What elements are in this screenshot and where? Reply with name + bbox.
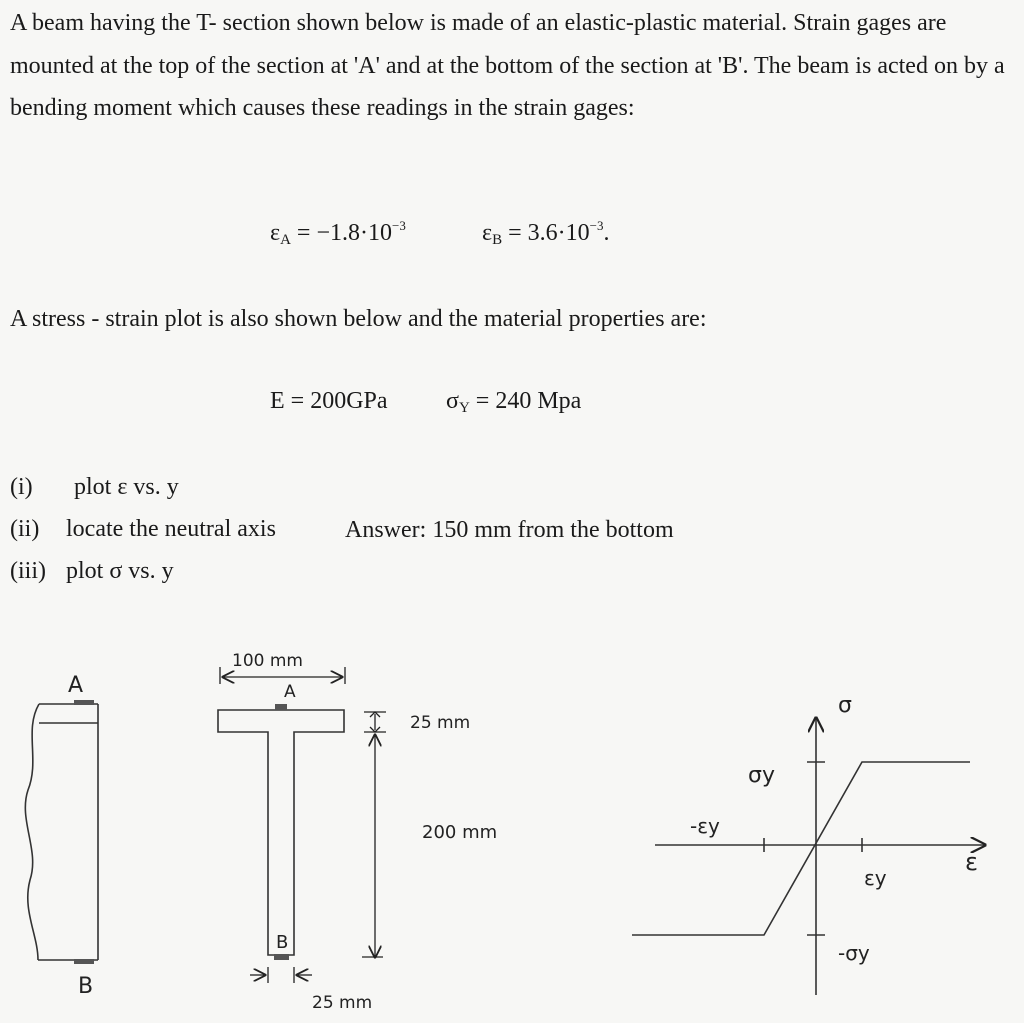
strain-b-exponent: −3 (589, 218, 604, 233)
problem-intro: A beam having the T- section shown below is made of an elastic-plastic material. Strain gages are mounted at the top of the section at 'A' and at the bottom of the section at 'B'. The beam is acted on by a bending moment which causes these readings in the strain gages: (10, 10, 1005, 121)
question-2-text: locate the neutral axis (66, 516, 276, 542)
question-3-number: (iii) (10, 558, 46, 584)
epsilon-axis-label: ε (965, 848, 978, 876)
question-2-answer: Answer: 150 mm from the bottom (345, 517, 674, 543)
yield-subscript: Y (458, 400, 470, 416)
strain-a-value: = −1.8·10 (290, 220, 392, 246)
question-2-number: (ii) (10, 516, 40, 542)
yield-symbol: σ (446, 388, 459, 414)
web-width-dimension (250, 967, 312, 983)
sigma-axis-label: σ (838, 693, 852, 718)
flange-dimension (364, 712, 386, 732)
strain-a-subscript: A (280, 232, 291, 248)
web-height-dimension (362, 735, 383, 957)
neg-epsilon-y-label: -εy (690, 814, 720, 838)
yield-value: = 240 Mpa (469, 388, 582, 414)
epsilon-y-label: εy (864, 866, 887, 890)
strain-a-exponent: −3 (391, 218, 406, 233)
gage-a-label: A (284, 682, 296, 702)
question-1-number: (i) (10, 474, 33, 500)
t-section (218, 704, 344, 960)
width-dimension-label: 100 mm (232, 651, 303, 671)
sigma-y-label: σy (748, 763, 775, 788)
strain-b-subscript: B (492, 232, 503, 248)
web-width-label: 25 mm (312, 993, 373, 1013)
side-top-label: A (68, 673, 84, 698)
strain-b-value: = 3.6·10 (502, 220, 590, 246)
strain-b-period: . (603, 220, 610, 246)
strain-b-symbol: ε (482, 220, 493, 246)
question-3-text: plot σ vs. y (66, 558, 174, 584)
question-1-text: plot ε vs. y (74, 474, 179, 500)
web-height-label: 200 mm (422, 822, 498, 843)
plot-intro: A stress - strain plot is also shown below and the material properties are: (10, 306, 707, 332)
modulus-equation: E = 200GPa (270, 388, 388, 414)
beam-side-view (25, 700, 98, 964)
flange-dimension-label: 25 mm (410, 713, 471, 733)
strain-a-symbol: ε (270, 220, 281, 246)
side-bottom-label: B (78, 974, 94, 999)
neg-sigma-y-label: -σy (838, 941, 870, 965)
gage-b-label: B (276, 932, 289, 953)
stress-strain-plot (632, 718, 985, 995)
